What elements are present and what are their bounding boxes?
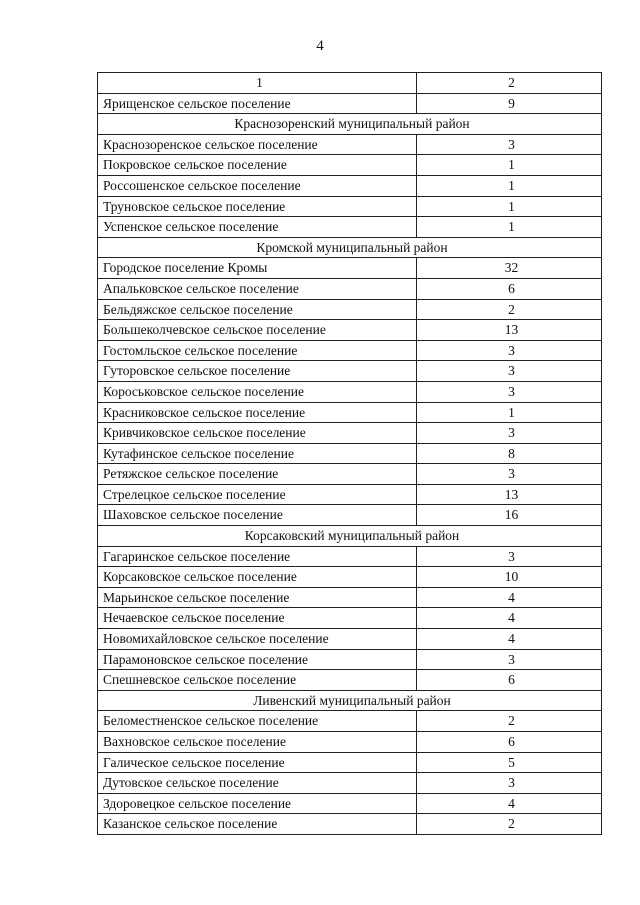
table-row <box>98 587 602 608</box>
table-row <box>98 711 602 732</box>
district-name: Кромской муниципальный район <box>98 237 602 258</box>
table-row <box>98 567 602 588</box>
table-row <box>98 464 602 485</box>
settlement-count: 13 <box>417 320 602 341</box>
settlement-name: Апальковское сельское поселение <box>98 278 417 299</box>
settlement-count: 4 <box>417 608 602 629</box>
settlement-name: Кутафинское сельское поселение <box>98 443 417 464</box>
settlement-name: Дутовское сельское поселение <box>98 773 417 794</box>
settlement-name: Городское поселение Кромы <box>98 258 417 279</box>
table-row <box>98 381 602 402</box>
table-row <box>98 175 602 196</box>
table-row <box>98 340 602 361</box>
settlement-name: Красниковское сельское поселение <box>98 402 417 423</box>
settlement-count: 2 <box>417 814 602 835</box>
settlement-name: Ретяжское сельское поселение <box>98 464 417 485</box>
settlement-count: 3 <box>417 340 602 361</box>
settlement-count: 3 <box>417 423 602 444</box>
table-row <box>98 320 602 341</box>
table-row <box>98 546 602 567</box>
settlement-name: Короськовское сельское поселение <box>98 381 417 402</box>
settlement-name: Гостомльское сельское поселение <box>98 340 417 361</box>
table-row <box>98 217 602 238</box>
table-row <box>98 299 602 320</box>
settlement-name: Спешневское сельское поселение <box>98 670 417 691</box>
settlement-count: 16 <box>417 505 602 526</box>
settlement-count: 1 <box>417 175 602 196</box>
settlement-name: Гагаринское сельское поселение <box>98 546 417 567</box>
settlement-count: 6 <box>417 732 602 753</box>
settlement-name: Бельдяжское сельское поселение <box>98 299 417 320</box>
settlement-name: Нечаевское сельское поселение <box>98 608 417 629</box>
table-row <box>98 134 602 155</box>
settlement-count: 3 <box>417 134 602 155</box>
settlement-count: 3 <box>417 361 602 382</box>
page-number: 4 <box>316 38 324 54</box>
settlement-count: 10 <box>417 567 602 588</box>
settlement-count: 3 <box>417 773 602 794</box>
settlement-count: 32 <box>417 258 602 279</box>
settlement-name: Вахновское сельское поселение <box>98 732 417 753</box>
table-row <box>98 423 602 444</box>
table-row <box>98 361 602 382</box>
district-name: Ливенский муниципальный район <box>98 690 602 711</box>
table-row <box>98 258 602 279</box>
table-row <box>98 402 602 423</box>
district-header-row <box>98 237 602 258</box>
settlement-name: Марьинское сельское поселение <box>98 587 417 608</box>
settlement-count: 1 <box>417 402 602 423</box>
settlement-name: Ярищенское сельское поселение <box>98 93 417 114</box>
table-row <box>98 732 602 753</box>
settlement-count: 3 <box>417 464 602 485</box>
table-row <box>98 670 602 691</box>
district-name: Краснозоренский муниципальный район <box>98 114 602 135</box>
table-row <box>98 443 602 464</box>
settlement-name: Труновское сельское поселение <box>98 196 417 217</box>
settlement-name: Гуторовское сельское поселение <box>98 361 417 382</box>
settlement-count: 5 <box>417 752 602 773</box>
settlement-name: Большеколчевское сельское поселение <box>98 320 417 341</box>
settlement-count: 2 <box>417 711 602 732</box>
table-row <box>98 793 602 814</box>
settlement-count: 3 <box>417 649 602 670</box>
settlement-name: Кривчиковское сельское поселение <box>98 423 417 444</box>
settlement-count: 3 <box>417 381 602 402</box>
table-row <box>98 155 602 176</box>
table-row <box>98 773 602 794</box>
settlement-name: Новомихайловское сельское поселение <box>98 629 417 650</box>
settlement-count: 1 <box>417 217 602 238</box>
settlement-name: Успенское сельское поселение <box>98 217 417 238</box>
settlement-name: Парамоновское сельское поселение <box>98 649 417 670</box>
table-row <box>98 278 602 299</box>
settlement-count: 6 <box>417 278 602 299</box>
table-body <box>98 73 602 835</box>
table-row <box>98 505 602 526</box>
column-header-1: 1 <box>98 73 417 94</box>
settlement-name: Беломестненское сельское поселение <box>98 711 417 732</box>
settlement-name: Краснозоренское сельское поселение <box>98 134 417 155</box>
settlement-name: Россошенское сельское поселение <box>98 175 417 196</box>
settlements-table <box>97 72 602 835</box>
settlement-count: 4 <box>417 793 602 814</box>
district-header-row <box>98 690 602 711</box>
settlement-name: Корсаковское сельское поселение <box>98 567 417 588</box>
settlement-count: 13 <box>417 484 602 505</box>
table-row <box>98 814 602 835</box>
settlement-count: 3 <box>417 546 602 567</box>
settlement-name: Шаховское сельское поселение <box>98 505 417 526</box>
settlement-count: 8 <box>417 443 602 464</box>
settlement-name: Стрелецкое сельское поселение <box>98 484 417 505</box>
settlement-name: Казанское сельское поселение <box>98 814 417 835</box>
table-row <box>98 196 602 217</box>
settlement-count: 1 <box>417 155 602 176</box>
settlement-count: 2 <box>417 299 602 320</box>
table-header-row <box>98 73 602 94</box>
settlement-name: Покровское сельское поселение <box>98 155 417 176</box>
column-header-2: 2 <box>417 73 602 94</box>
settlement-count: 1 <box>417 196 602 217</box>
settlement-count: 4 <box>417 629 602 650</box>
district-header-row <box>98 114 602 135</box>
table-row <box>98 649 602 670</box>
table-row <box>98 93 602 114</box>
settlement-count: 6 <box>417 670 602 691</box>
settlement-name: Здоровецкое сельское поселение <box>98 793 417 814</box>
district-name: Корсаковский муниципальный район <box>98 526 602 547</box>
settlement-count: 4 <box>417 587 602 608</box>
table-row <box>98 608 602 629</box>
settlement-name: Галическое сельское поселение <box>98 752 417 773</box>
table-row <box>98 752 602 773</box>
district-header-row <box>98 526 602 547</box>
table-row <box>98 484 602 505</box>
settlement-count: 9 <box>417 93 602 114</box>
table-row <box>98 629 602 650</box>
